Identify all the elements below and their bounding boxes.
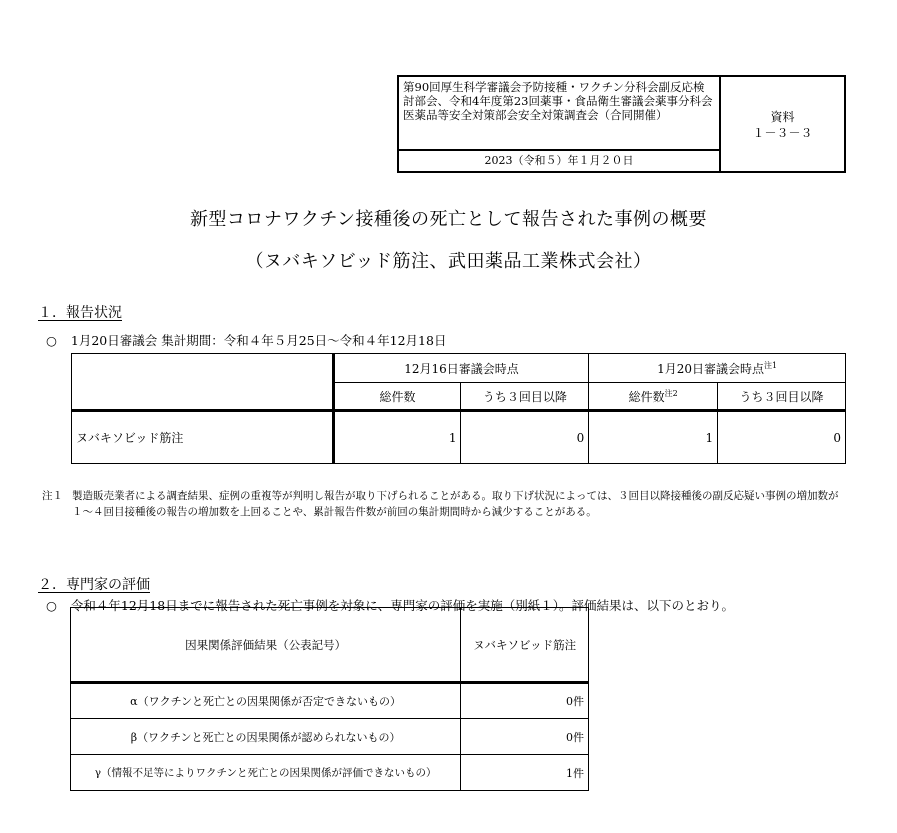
document-header-box [397,75,846,173]
document-number: １－３－３ [752,126,813,140]
bullet-mark: ○ [46,598,57,613]
note1-marker: 注1 [764,360,778,370]
value-third-dec16: 0 [461,411,589,464]
page-title: 新型コロナワクチン接種後の死亡として報告された事例の概要 [189,209,708,230]
expert-evaluation-table [70,607,589,791]
value-total-dec16: 1 [333,411,461,464]
note2-marker: 注2 [664,388,678,398]
eval-row-alpha-value: 0件 [461,683,589,719]
table-row [71,719,589,755]
eval-header-value: ヌバキソビッド筋注 [461,608,589,683]
col-total-jan20 [589,383,718,411]
table-row [71,683,589,719]
eval-header-label: 因果関係評価結果（公表記号） [71,608,461,683]
section1-heading: １．報告状況 [38,305,122,321]
report-status-table [71,353,846,464]
document-number-cell [721,77,844,171]
section2-heading: ２．専門家の評価 [38,577,150,593]
document-label: 資料 [770,110,795,124]
col-total-dec16: 総件数 [333,383,461,411]
section1-bullet-text: 1月20日審議会 集計期間：令和４年５月25日～令和４年12月18日 [70,333,447,348]
eval-row-alpha-label: α（ワクチンと死亡との因果関係が否定できないもの） [71,683,461,719]
row-label: ヌバキソビッド筋注 [72,411,334,464]
section1-bullet [46,331,446,349]
value-total-jan20: 1 [589,411,718,464]
note1-text: 製造販売業者による調査結果、症例の重複等が判明し報告が取り下げられることがある。取り下げ状況によっては、３回目以降接種後の副反応疑い事例の増加数が１～４回目接種後の報告の増加数を上回ることや、累計報告件数が前回の集計期間時から減少することがある。 [72,490,839,518]
col-total-jan20-label: 総件数 [628,389,665,404]
table-row [71,755,589,791]
value-third-jan20: 0 [718,411,846,464]
col-third-jan20: うち３回目以降 [718,383,846,411]
eval-row-beta-label: β（ワクチンと死亡との因果関係が認められないもの） [71,719,461,755]
note1-label: 注１ [42,490,63,502]
page-subtitle: （ヌバキソビッド筋注、武田薬品工業株式会社） [245,251,652,272]
table-row [72,411,846,464]
col-group-jan20 [589,354,846,383]
eval-row-gamma-label: γ（情報不足等によりワクチンと死亡との因果関係が評価できないもの） [71,755,461,791]
eval-row-beta-value: 0件 [461,719,589,755]
table-corner-cell [72,354,334,411]
bullet-mark: ○ [46,333,57,348]
col-third-dec16: うち３回目以降 [461,383,589,411]
col-group-dec16: 12月16日審議会時点 [333,354,589,383]
section2-bullet-text: 令和４年12月18日までに報告された死亡事例を対象に、専門家の評価を実施（別紙１）。評価結果は、以下のとおり。 [70,598,734,613]
eval-row-gamma-value: 1件 [461,755,589,791]
meeting-date: 2023（令和５）年１月２０日 [399,149,721,171]
meeting-name: 第90回厚生科学審議会予防接種・ワクチン分科会副反応検討部会、令和4年度第23回薬事・食品衛生審議会薬事分科会医薬品等安全対策部会安全対策調査会（合同開催） [399,77,721,149]
col-group-jan20-label: 1月20日審議会時点 [657,361,765,376]
